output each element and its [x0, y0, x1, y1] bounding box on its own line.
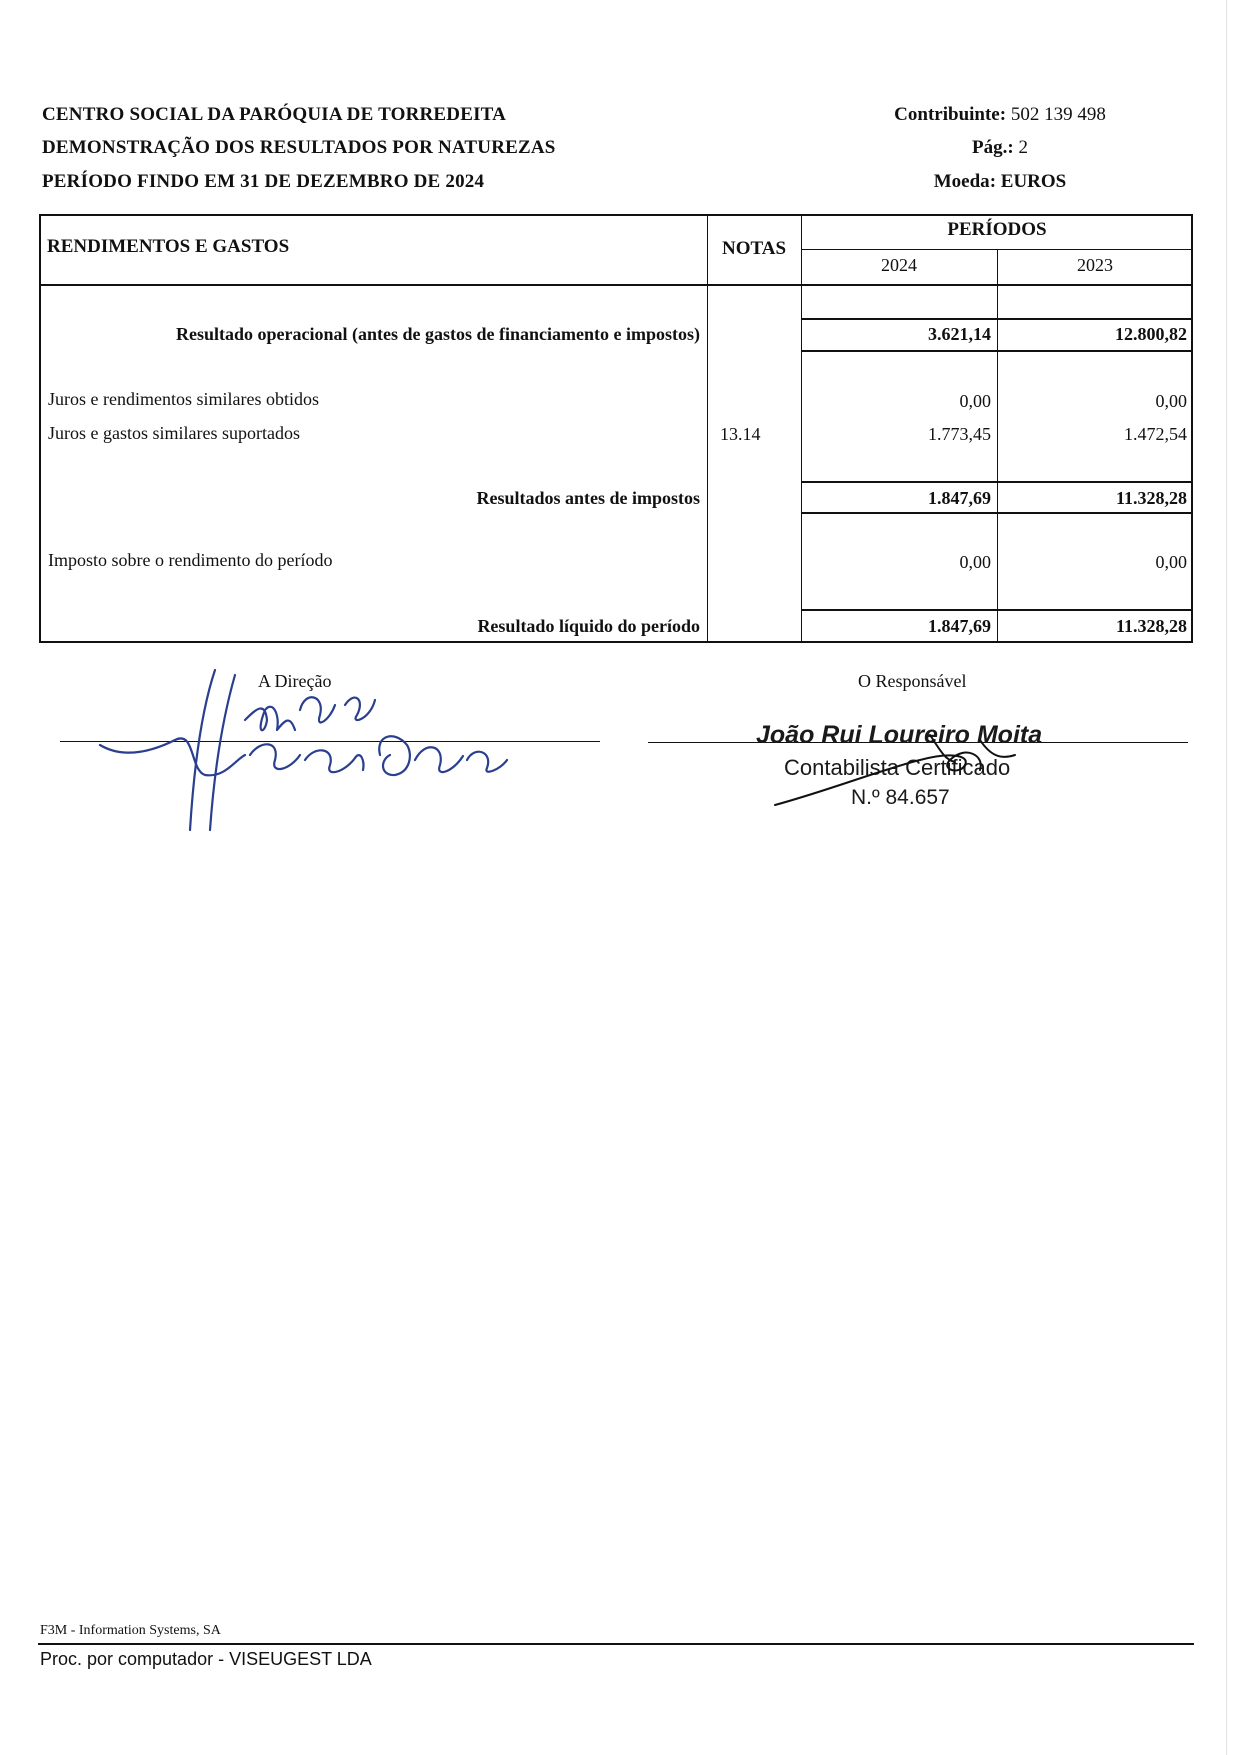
board-signature-scribble	[95, 660, 515, 840]
row-label: Resultado líquido do período	[477, 616, 700, 636]
footer-processed-by: Proc. por computador - VISEUGEST LDA	[40, 1649, 372, 1669]
page-label: Pág.	[972, 137, 1008, 158]
row-value-2024: 1.773,45	[928, 424, 991, 444]
taxpayer-label: Contribuinte	[894, 104, 1000, 125]
row-label: Juros e rendimentos similares obtidos	[48, 389, 319, 409]
row-label: Resultado operacional (antes de gastos de financiamento e impostos)	[176, 324, 700, 344]
page-line: Pág.: 2	[972, 137, 1028, 158]
row-value-2024: 3.621,14	[928, 324, 991, 344]
row-label: Imposto sobre o rendimento do período	[48, 550, 333, 570]
col-header-notes: NOTAS	[721, 238, 787, 259]
responsible-signature-label: O Responsável	[858, 671, 967, 691]
row-value-2023: 0,00	[1155, 552, 1187, 572]
row-value-2024: 1.847,69	[928, 488, 991, 508]
footer-software: F3M - Information Systems, SA	[40, 1623, 221, 1638]
taxpayer-value: 502 139 498	[1010, 104, 1106, 125]
row-label: Juros e gastos similares suportados	[48, 423, 300, 443]
board-signature-label: A Direção	[258, 671, 332, 691]
responsible-signature-scribble	[770, 730, 1050, 810]
footer-rule	[38, 1643, 1194, 1645]
row-value-2023: 0,00	[1155, 391, 1187, 411]
row-value-2024: 1.847,69	[928, 616, 991, 636]
currency-line: Moeda: EUROS	[933, 171, 1067, 192]
col-header-2023: 2023	[1077, 255, 1113, 275]
col-header-desc: RENDIMENTOS E GASTOS	[47, 236, 290, 257]
accountant-number: N.º 84.657	[851, 786, 950, 809]
col-header-2024: 2024	[881, 255, 917, 275]
period-title: PERÍODO FINDO EM 31 DE DEZEMBRO DE 2024	[42, 171, 485, 192]
page-edge	[1226, 0, 1227, 1755]
row-note: 13.14	[720, 424, 761, 444]
row-value-2023: 11.328,28	[1115, 488, 1187, 508]
taxpayer-line: Contribuinte: 502 139 498	[894, 104, 1106, 125]
accountant-name: João Rui Loureiro Moita	[756, 721, 1043, 749]
col-header-periods: PERÍODOS	[947, 219, 1047, 240]
entity-name: CENTRO SOCIAL DA PARÓQUIA DE TORREDEITA	[42, 104, 507, 125]
row-value-2023: 12.800,82	[1115, 324, 1187, 344]
accountant-title: Contabilista Certificado	[784, 755, 1011, 780]
row-value-2024: 0,00	[959, 552, 991, 572]
row-value-2024: 0,00	[959, 391, 991, 411]
row-value-2023: 1.472,54	[1124, 424, 1187, 444]
currency-label: Moeda	[933, 171, 990, 192]
row-value-2023: 11.328,28	[1115, 616, 1187, 636]
page-value: 2	[1018, 137, 1028, 158]
row-label: Resultados antes de impostos	[476, 488, 700, 508]
statement-title: DEMONSTRAÇÃO DOS RESULTADOS POR NATUREZAS	[42, 137, 556, 158]
currency-value: EUROS	[1000, 171, 1067, 192]
